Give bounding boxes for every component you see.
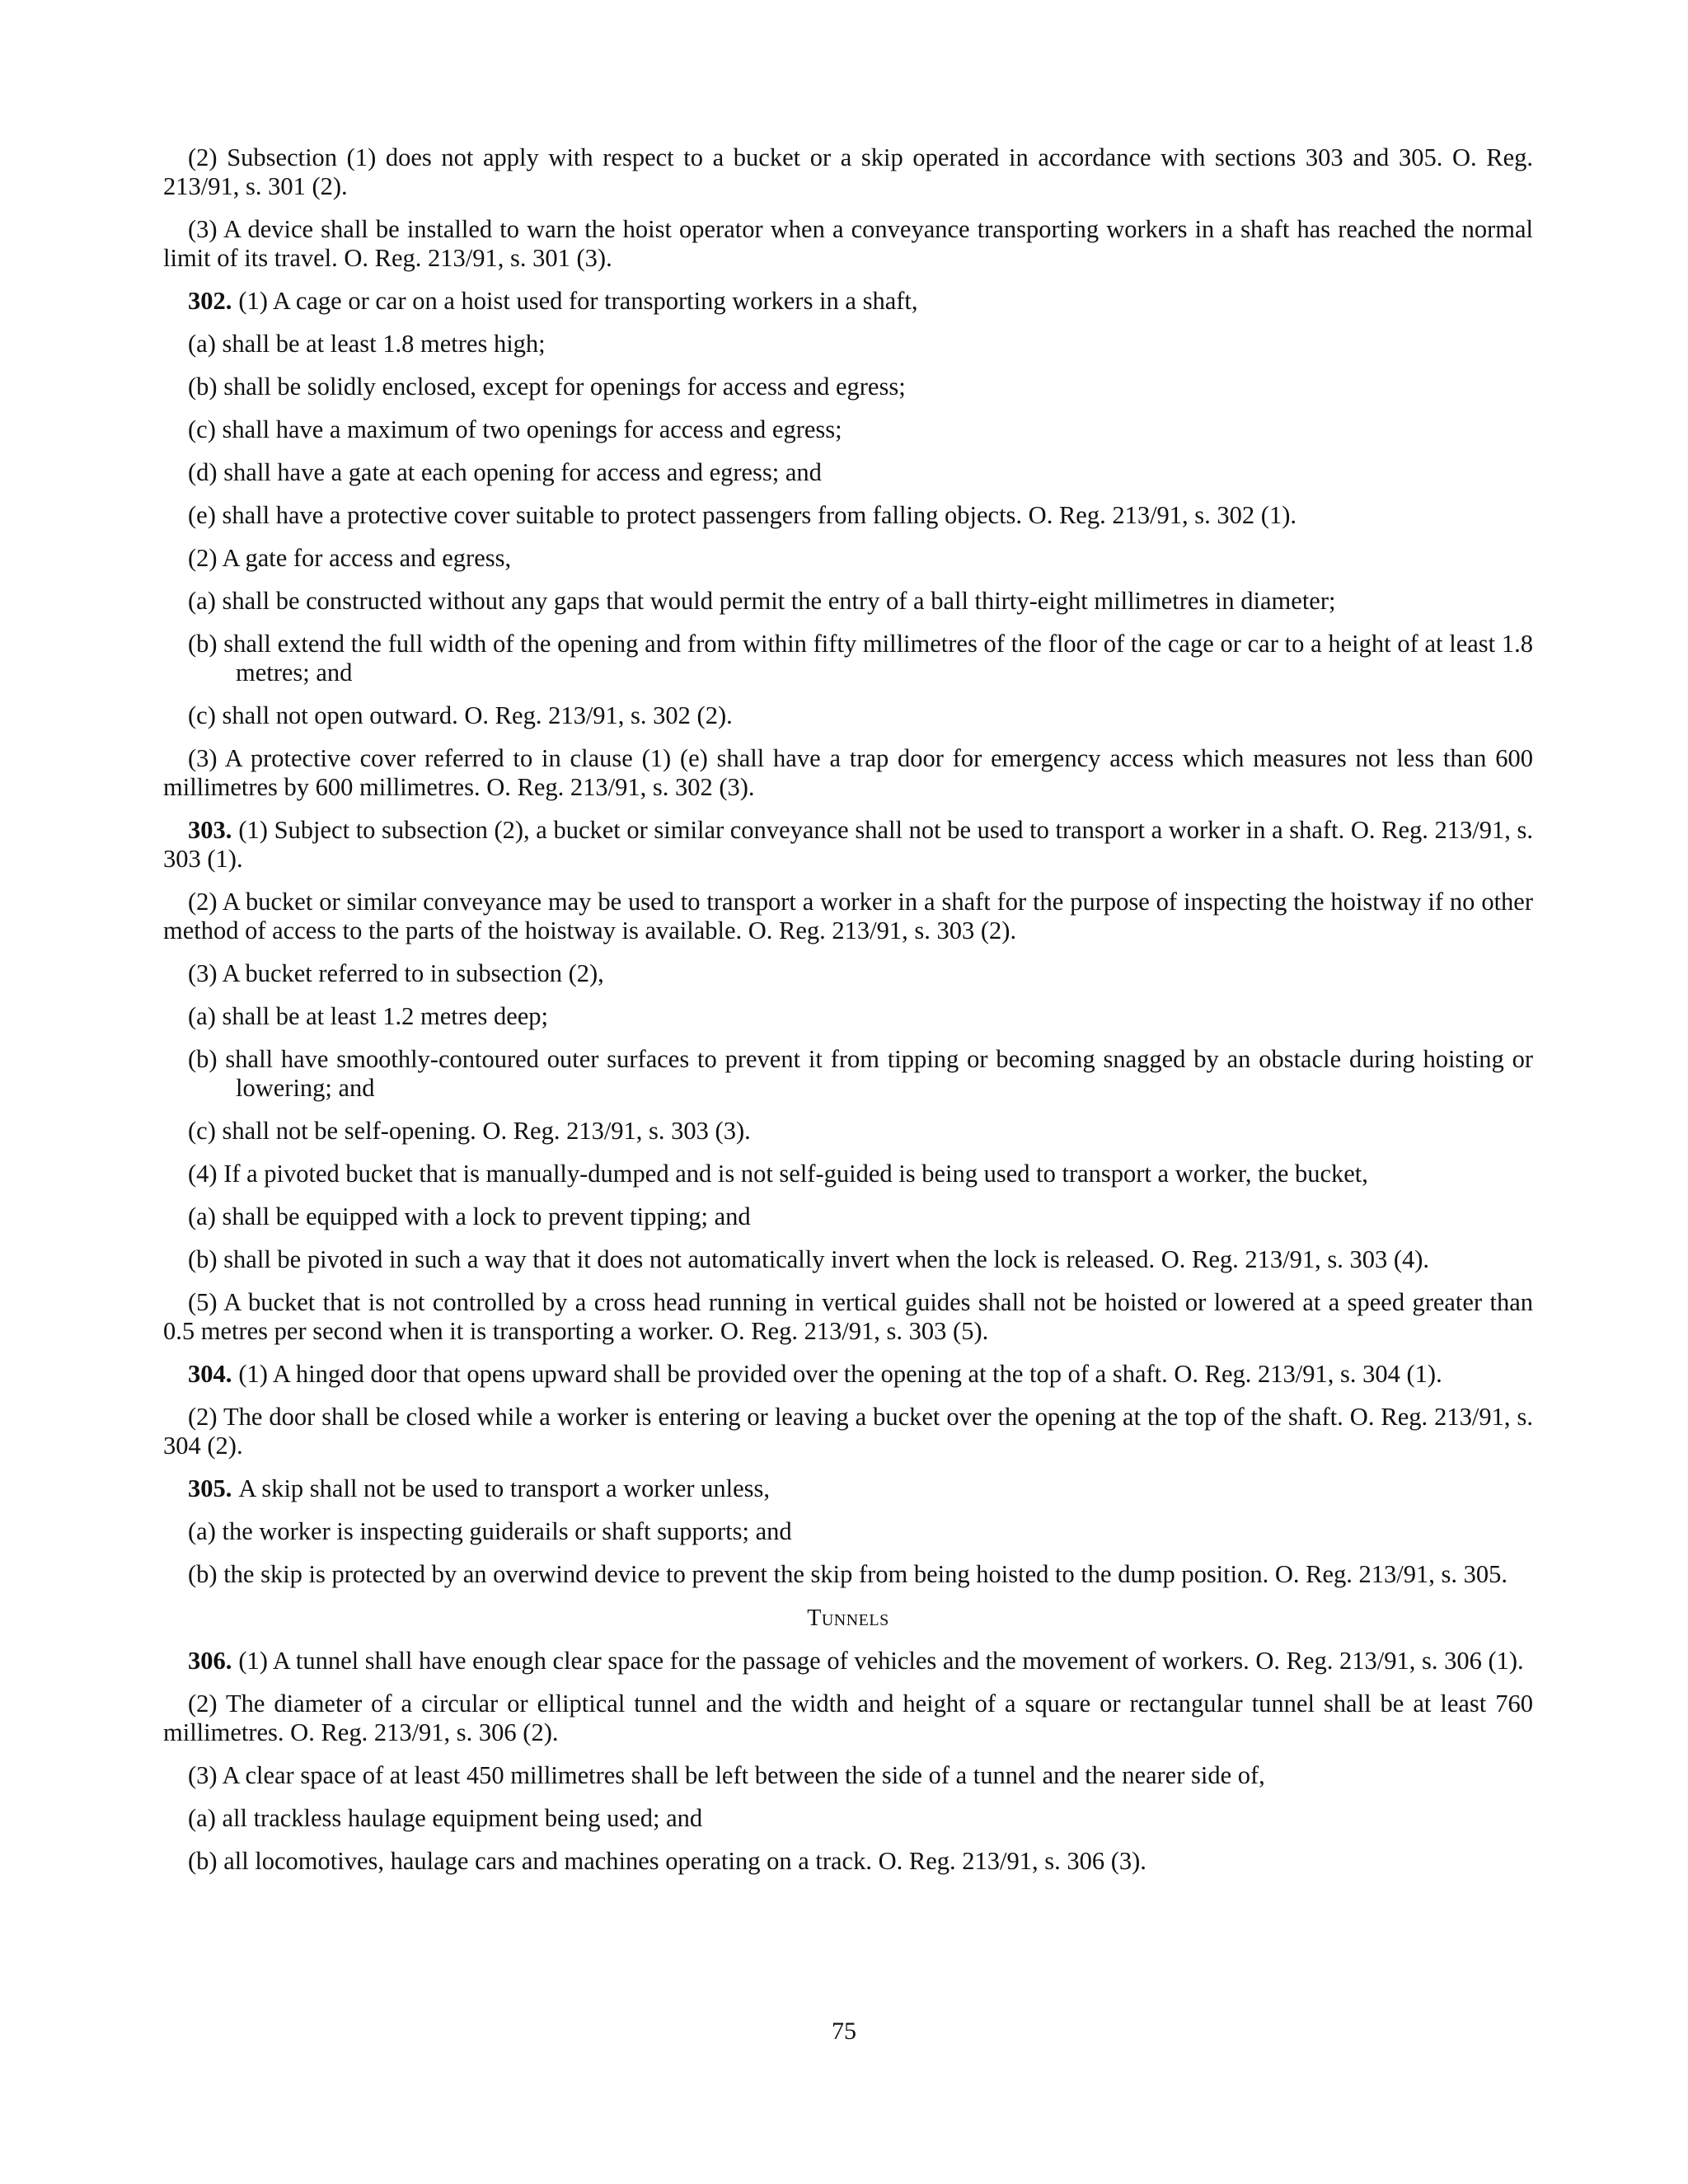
clause-paragraph: (b) shall extend the full width of the opening and from within fifty millimetres of the floor of the cage or car to a height of at least 1.8 metres; and bbox=[188, 630, 1533, 687]
clause-paragraph: (c) shall have a maximum of two openings for access and egress; bbox=[188, 415, 842, 443]
clause-paragraph: (a) the worker is inspecting guiderails or shaft supports; and bbox=[188, 1517, 792, 1545]
section-number: 305. bbox=[188, 1474, 232, 1502]
section-paragraph bbox=[163, 287, 1533, 316]
subsection-paragraph: (3) A device shall be installed to warn the hoist operator when a conveyance transporting workers in a shaft has reached the normal limit of its travel. O. Reg. 213/91, s. 301 (3). bbox=[163, 215, 1533, 272]
section-number: 306. bbox=[188, 1647, 232, 1675]
section-text: (1) A tunnel shall have enough clear space for the passage of vehicles and the movement of workers. O. Reg. 213/91, s. 306 (1). bbox=[238, 1647, 1524, 1675]
subsection-paragraph: (3) A protective cover referred to in clause (1) (e) shall have a trap door for emergency access which measures not less than 600 millimetres by 600 millimetres. O. Reg. 213/91, s. 302 (3). bbox=[163, 744, 1533, 801]
section-heading: Tunnels bbox=[807, 1605, 889, 1631]
clause-paragraph: (a) shall be constructed without any gaps that would permit the entry of a ball thirty-eight millimetres in diameter; bbox=[188, 587, 1336, 615]
page-number: 75 bbox=[832, 2018, 856, 2045]
clause-paragraph: (d) shall have a gate at each opening for access and egress; and bbox=[188, 458, 822, 486]
section-paragraph bbox=[163, 1360, 1533, 1389]
section-paragraph bbox=[163, 1474, 1533, 1503]
section-text: A skip shall not be used to transport a worker unless, bbox=[238, 1474, 771, 1502]
section-paragraph bbox=[163, 1647, 1533, 1675]
clause-paragraph: (c) shall not open outward. O. Reg. 213/91, s. 302 (2). bbox=[188, 701, 733, 729]
subsection-paragraph: (2) The diameter of a circular or elliptical tunnel and the width and height of a square or rectangular tunnel shall be at least 760 millimetres. O. Reg. 213/91, s. 306 (2). bbox=[163, 1690, 1533, 1746]
section-number: 304. bbox=[188, 1360, 232, 1388]
clause-paragraph: (b) shall be solidly enclosed, except for openings for access and egress; bbox=[188, 373, 906, 401]
clause-paragraph: (b) all locomotives, haulage cars and machines operating on a track. O. Reg. 213/91, s. 306 (3). bbox=[188, 1847, 1146, 1875]
subsection-paragraph: (3) A clear space of at least 450 millimetres shall be left between the side of a tunnel and the nearer side of, bbox=[188, 1761, 1265, 1789]
subsection-paragraph: (5) A bucket that is not controlled by a cross head running in vertical guides shall not be hoisted or lowered at a speed greater than 0.5 metres per second when it is transporting a worker. O. Reg. 213/91, s. 303 (5). bbox=[163, 1288, 1533, 1345]
section-number: 302. bbox=[188, 287, 232, 315]
clause-paragraph: (b) shall be pivoted in such a way that it does not automatically invert when the lock is released. O. Reg. 213/91, s. 303 (4). bbox=[188, 1245, 1430, 1273]
subsection-paragraph: (2) A gate for access and egress, bbox=[188, 544, 512, 572]
clause-paragraph: (e) shall have a protective cover suitable to protect passengers from falling objects. O. Reg. 213/91, s. 302 (1). bbox=[188, 501, 1296, 529]
clause-paragraph: (a) all trackless haulage equipment being used; and bbox=[188, 1804, 703, 1832]
subsection-paragraph: (2) The door shall be closed while a worker is entering or leaving a bucket over the opening at the top of the shaft. O. Reg. 213/91, s. 304 (2). bbox=[163, 1403, 1533, 1460]
clause-paragraph: (a) shall be equipped with a lock to prevent tipping; and bbox=[188, 1202, 751, 1230]
subsection-paragraph: (2) Subsection (1) does not apply with respect to a bucket or a skip operated in accordance with sections 303 and 305. O. Reg. 213/91, s. 301 (2). bbox=[163, 143, 1533, 200]
clause-paragraph: (a) shall be at least 1.8 metres high; bbox=[188, 330, 546, 358]
regulation-text bbox=[163, 143, 1533, 1890]
clause-paragraph: (b) the skip is protected by an overwind device to prevent the skip from being hoisted to the dump position. O. Reg. 213/91, s. 305. bbox=[188, 1560, 1507, 1588]
clause-paragraph: (c) shall not be self-opening. O. Reg. 213/91, s. 303 (3). bbox=[188, 1117, 751, 1145]
section-number: 303. bbox=[188, 816, 232, 844]
section-text: (1) Subject to subsection (2), a bucket or similar conveyance shall not be used to transport a worker in a shaft. O. Reg. 213/91, s. 303 (1). bbox=[163, 816, 1533, 873]
section-text: (1) A hinged door that opens upward shall be provided over the opening at the top of a shaft. O. Reg. 213/91, s. 304 (1). bbox=[238, 1360, 1442, 1388]
clause-paragraph: (a) shall be at least 1.2 metres deep; bbox=[188, 1002, 548, 1030]
section-text: (1) A cage or car on a hoist used for transporting workers in a shaft, bbox=[238, 287, 918, 315]
section-paragraph bbox=[163, 816, 1533, 874]
clause-paragraph: (b) shall have smoothly-contoured outer surfaces to prevent it from tipping or becoming snagged by an obstacle during hoisting or lowering; and bbox=[188, 1045, 1533, 1102]
subsection-paragraph: (3) A bucket referred to in subsection (2), bbox=[188, 959, 604, 987]
subsection-paragraph: (4) If a pivoted bucket that is manually-dumped and is not self-guided is being used to transport a worker, the bucket, bbox=[188, 1160, 1368, 1188]
subsection-paragraph: (2) A bucket or similar conveyance may be used to transport a worker in a shaft for the purpose of inspecting the hoistway if no other method of access to the parts of the hoistway is available. O. Reg. 213/91, s. 303 (2). bbox=[163, 888, 1533, 944]
